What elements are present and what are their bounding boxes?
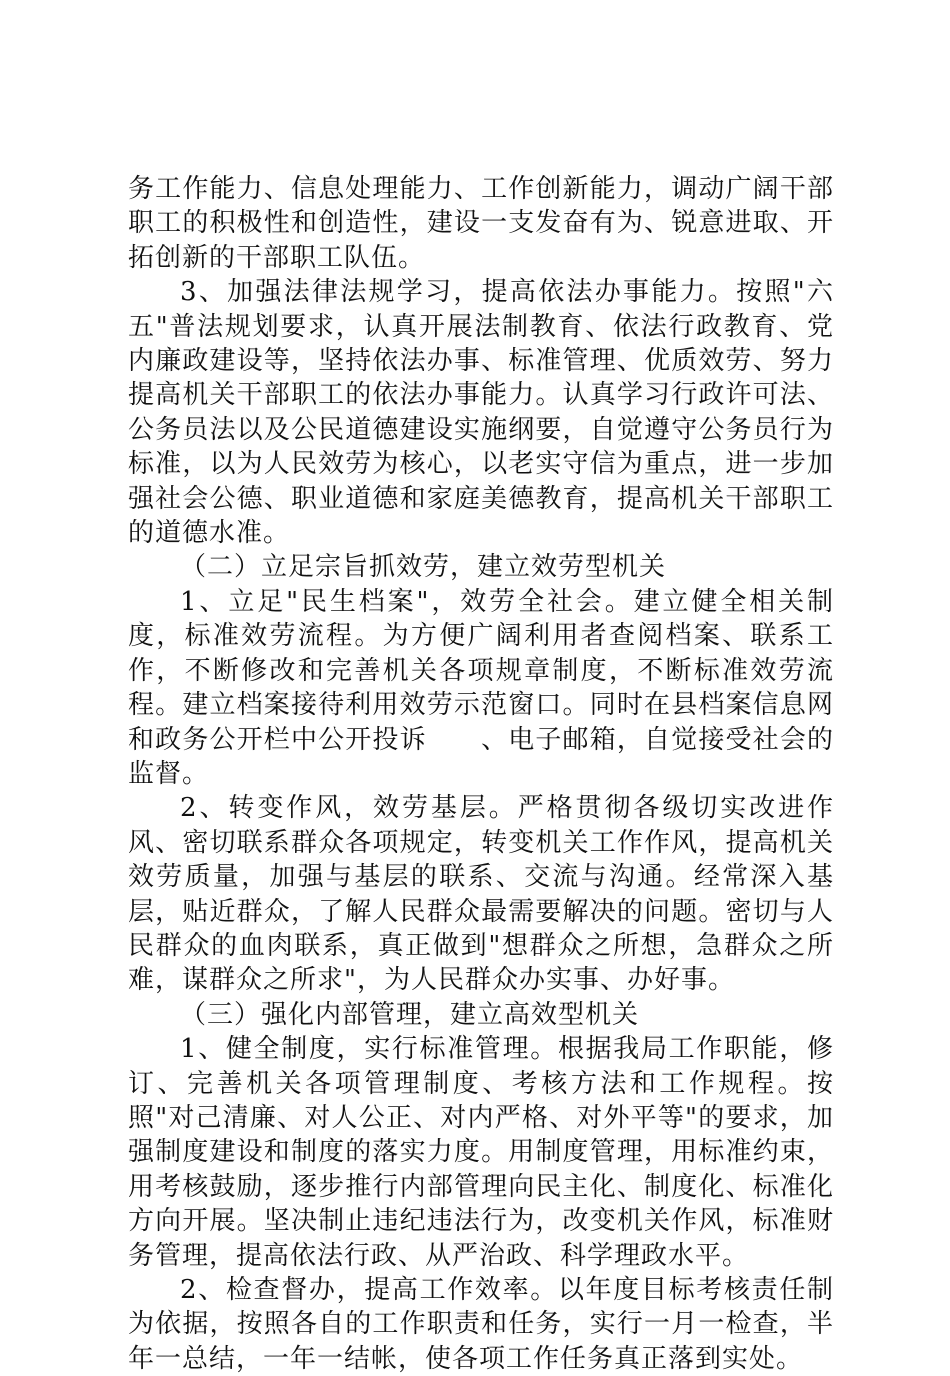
document-body [128,172,834,1376]
section-heading-management: （三）强化内部管理，建立高效型机关 [180,999,640,1030]
paragraph-change-style: 2、转变作风，效劳基层。严格贯彻各级切实改进作风、密切联系群众各项规定，转变机关工作作风，提高机关效劳质量，加强与基层的联系、交流与沟通。经常深入基层，贴近群众，了解人民群众最需要解决的问题。密切与人民群众的血肉联系，真正做到"想群众之所想，急群众之所难，谋群众之所求"，为人民群众办实事、办好事。 [128,793,834,996]
paragraph-livelihood-archives: 1、立足"民生档案"，效劳全社会。建立健全相关制度，标准效劳流程。为方便广阔利用者查阅档案、联系工作，不断修改和完善机关各项规章制度，不断标准效劳流程。建立档案接待利用效劳示范窗口。同时在县档案信息网和政务公开栏中公开投诉 、电子邮箱，自觉接受社会的监督。 [128,586,834,789]
paragraph-inspection: 2、检查督办，提高工作效率。以年度目标考核责任制为依据，按照各自的工作职责和任务，实行一月一检查，半年一总结，一年一结帐，使各项工作任务真正落到实处。 [128,1275,834,1374]
paragraph-law-study: 3、加强法律法规学习，提高依法办事能力。按照"六五"普法规划要求，认真开展法制教育、依法行政教育、党内廉政建设等，坚持依法办事、标准管理、优质效劳、努力提高机关干部职工的依法办事能力。认真学习行政许可法、公务员法以及公民道德建设实施纲要，自觉遵守公务员行为标准，以为人民效劳为核心，以老实守信为重点，进一步加强社会公德、职业道德和家庭美德教育，提高机关干部职工的道德水准。 [128,277,834,549]
section-heading-service: （二）立足宗旨抓效劳，建立效劳型机关 [180,552,667,583]
paragraph-improve-system: 1、健全制度，实行标准管理。根据我局工作职能，修订、完善机关各项管理制度、考核方法和工作规程。按照"对己清廉、对人公正、对内严格、对外平等"的要求，加强制度建设和制度的落实力度。用制度管理，用标准约束，用考核鼓励，逐步推行内部管理向民主化、制度化、标准化方向开展。坚决制止违纪违法行为，改变机关作风，标准财务管理，提高依法行政、从严治政、科学理政水平。 [128,1034,834,1271]
paragraph-continuation: 务工作能力、信息处理能力、工作创新能力，调动广阔干部职工的积极性和创造性，建设一支发奋有为、锐意进取、开拓创新的干部职工队伍。 [128,174,834,273]
